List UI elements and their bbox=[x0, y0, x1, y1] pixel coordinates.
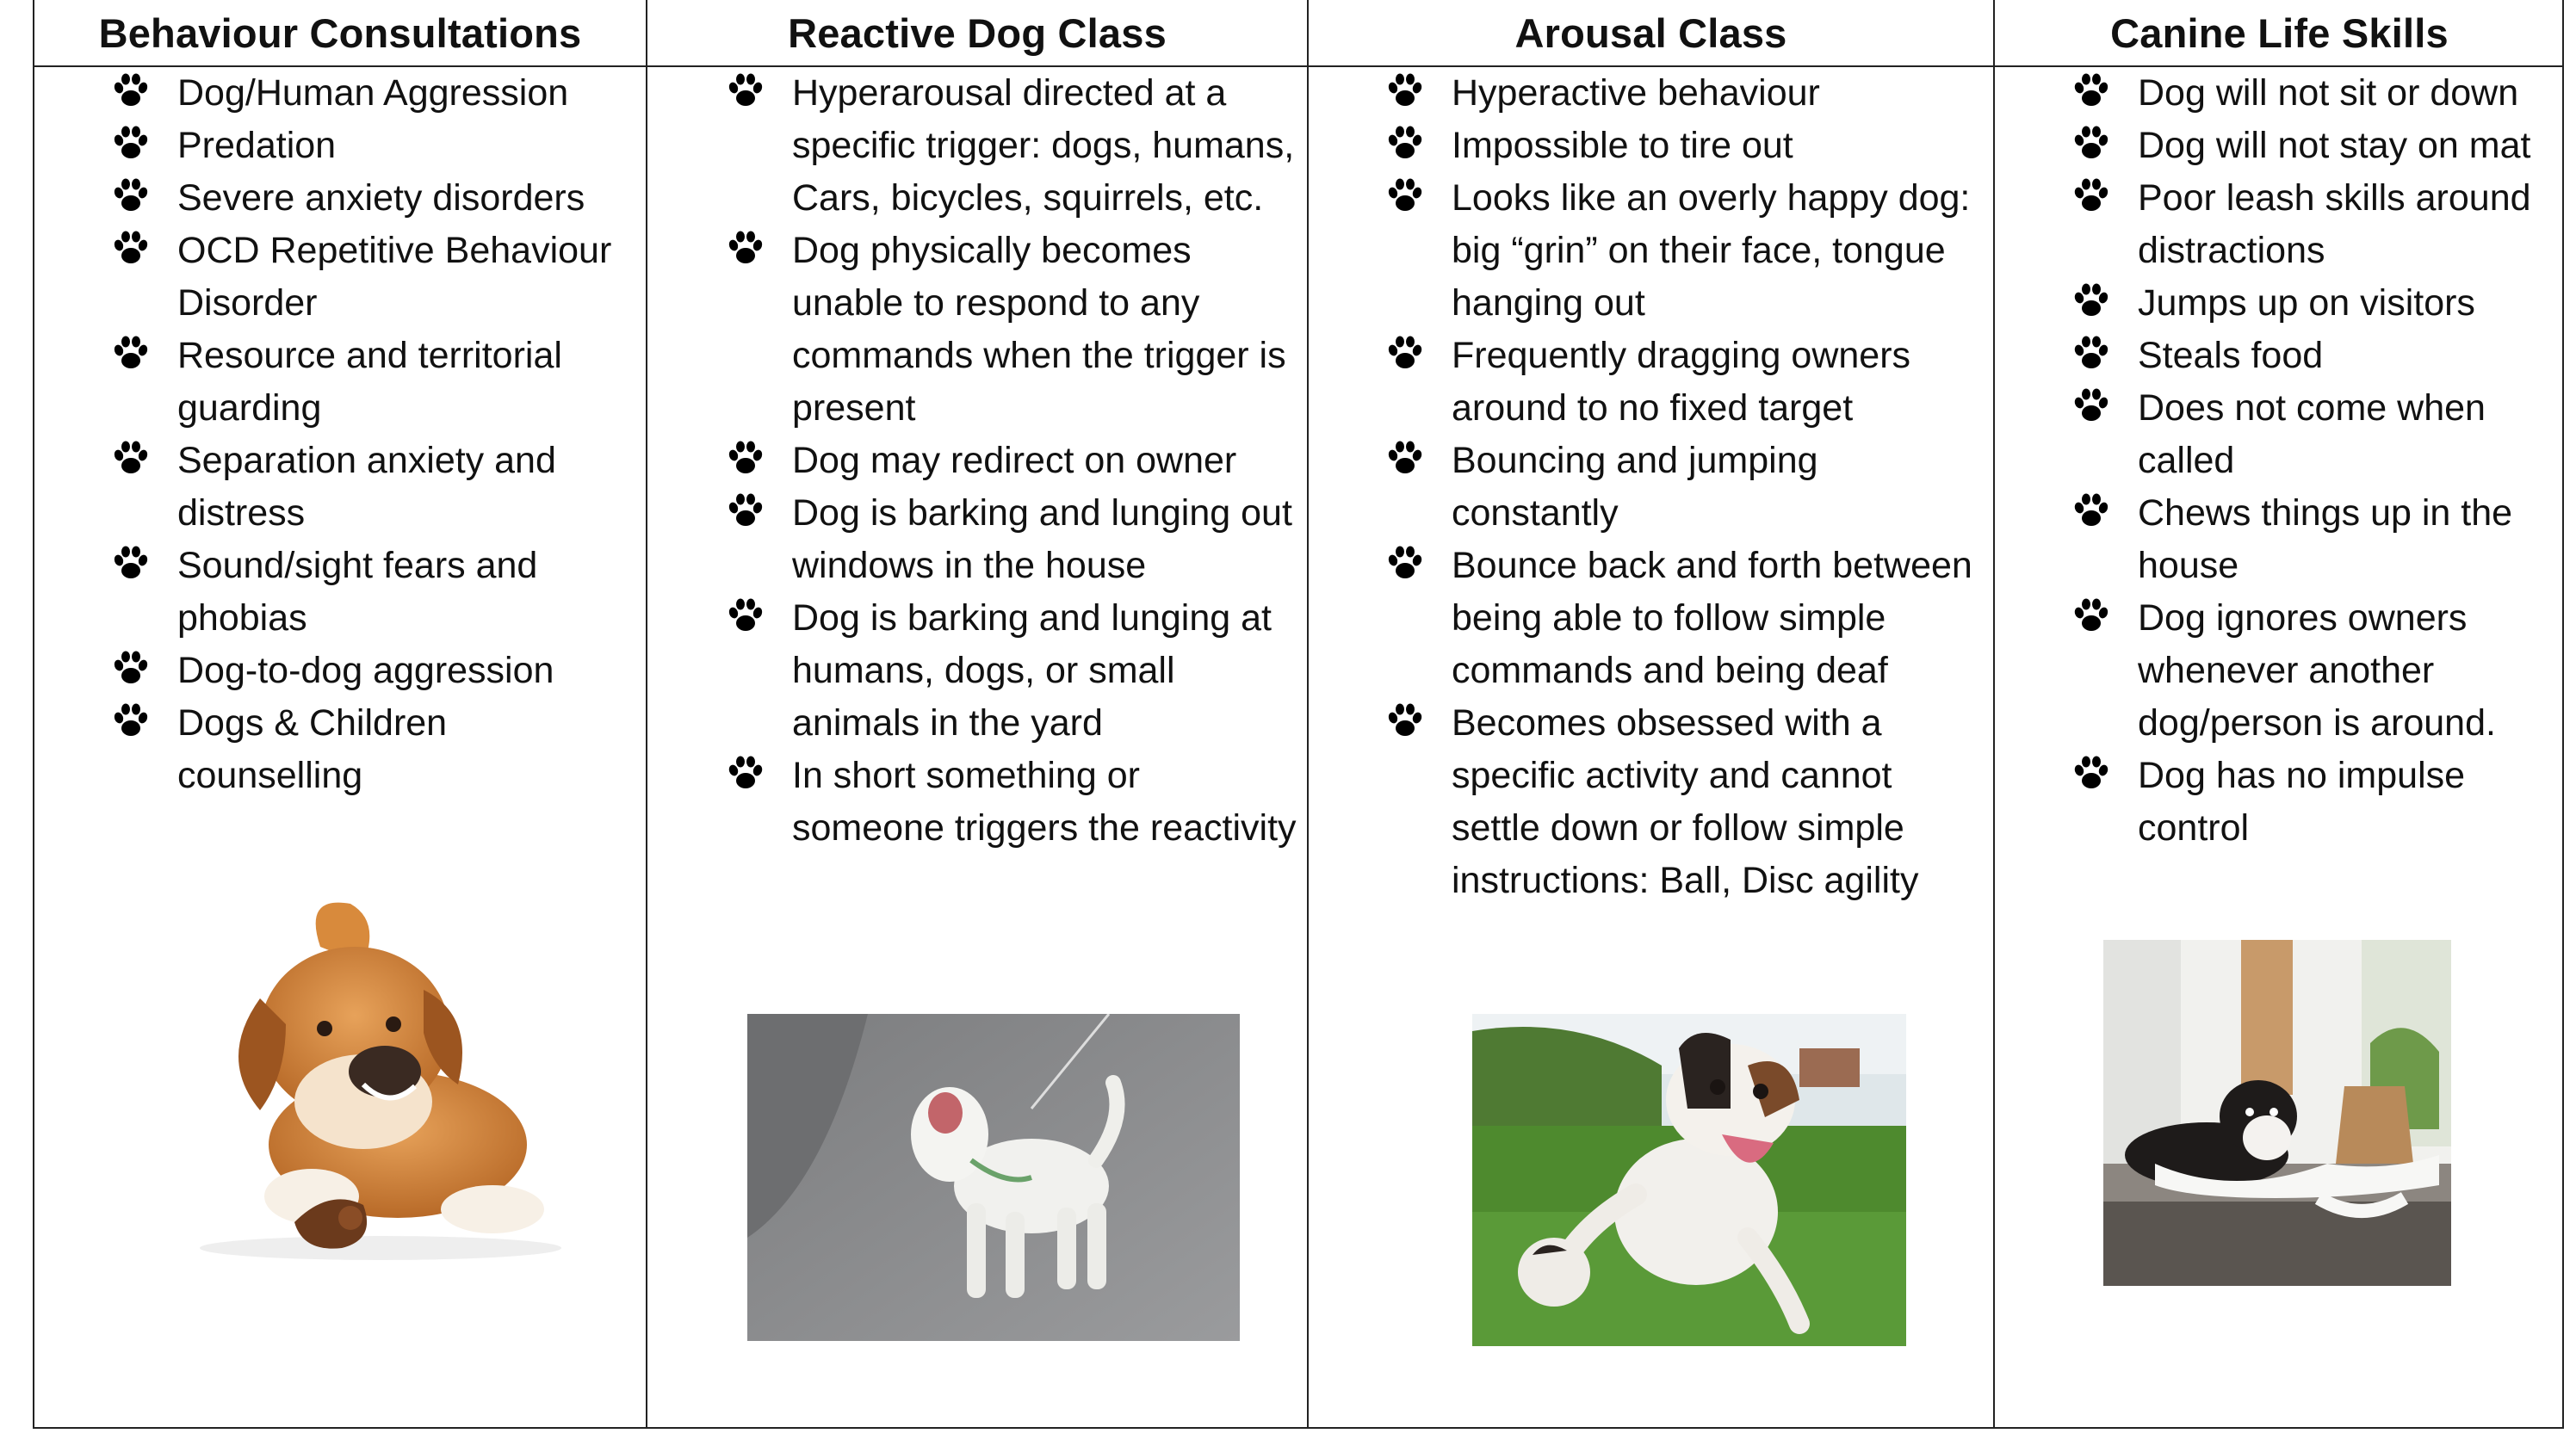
list-item: Dog is barking and lunging out windows in the house bbox=[727, 487, 1298, 592]
list-item: Dog has no impulse control bbox=[2072, 750, 2555, 855]
list-item: Becomes obsessed with a specific activity and cannot settle down or follow simple instructions: Ball, Disc agility bbox=[1386, 697, 1985, 907]
list-item: Dog is barking and lunging at humans, dogs, or small animals in the yard bbox=[727, 592, 1298, 750]
column-arousal-class bbox=[1307, 0, 1993, 1427]
jumping-dog-photo bbox=[1472, 1014, 1906, 1346]
list-item: Separation anxiety and distress bbox=[112, 435, 637, 540]
paw-print-icon bbox=[727, 491, 765, 529]
column-canine-life-skills bbox=[1993, 0, 2564, 1427]
column-heading: Arousal Class bbox=[1309, 0, 1993, 67]
list-item: Sound/sight fears and phobias bbox=[112, 540, 637, 645]
column-heading: Behaviour Consultations bbox=[34, 0, 646, 67]
list-item: Dog-to-dog aggression bbox=[112, 645, 637, 697]
list-item: Dog will not stay on mat bbox=[2072, 120, 2555, 172]
list-item: Impossible to tire out bbox=[1386, 120, 1985, 172]
list-item: Frequently dragging owners around to no fixed target bbox=[1386, 330, 1985, 435]
list-item: Dog/Human Aggression bbox=[112, 67, 637, 120]
paw-print-icon bbox=[112, 71, 150, 109]
paw-print-icon bbox=[1386, 124, 1424, 162]
list-item: Steals food bbox=[2072, 330, 2555, 382]
list-item: Dog will not sit or down bbox=[2072, 67, 2555, 120]
paw-print-icon bbox=[112, 229, 150, 267]
barking-leashed-dog-photo bbox=[747, 1014, 1240, 1341]
paw-print-icon bbox=[2072, 71, 2110, 109]
list-item: Looks like an overly happy dog: big “grin” on their face, tongue hanging out bbox=[1386, 172, 1985, 330]
list-item: Jumps up on visitors bbox=[2072, 277, 2555, 330]
paw-print-icon bbox=[2072, 334, 2110, 372]
list-item: Bounce back and forth between being able to follow simple commands and being deaf bbox=[1386, 540, 1985, 697]
dog-with-toilet-paper-photo bbox=[2103, 940, 2451, 1286]
list-item: Chews things up in the house bbox=[2072, 487, 2555, 592]
list-item: Hyperarousal directed at a specific trigger: dogs, humans, Cars, bicycles, squirrels, etc. bbox=[727, 67, 1298, 225]
item-list bbox=[1386, 67, 1985, 907]
paw-print-icon bbox=[1386, 71, 1424, 109]
column-reactive-dog-class bbox=[646, 0, 1307, 1427]
paw-print-icon bbox=[727, 71, 765, 109]
paw-print-icon bbox=[1386, 334, 1424, 372]
paw-print-icon bbox=[112, 124, 150, 162]
list-item: Dog may redirect on owner bbox=[727, 435, 1298, 487]
list-item: Dogs & Children counselling bbox=[112, 697, 637, 802]
list-item: Dog ignores owners whenever another dog/person is around. bbox=[2072, 592, 2555, 750]
paw-print-icon bbox=[727, 596, 765, 634]
paw-print-icon bbox=[2072, 596, 2110, 634]
column-behaviour-consultations bbox=[34, 0, 646, 1427]
paw-print-icon bbox=[727, 754, 765, 792]
list-item: In short something or someone triggers the reactivity bbox=[727, 750, 1298, 855]
paw-print-icon bbox=[112, 176, 150, 214]
paw-print-icon bbox=[2072, 281, 2110, 319]
list-item: Resource and territorial guarding bbox=[112, 330, 637, 435]
paw-print-icon bbox=[2072, 124, 2110, 162]
list-item: Does not come when called bbox=[2072, 382, 2555, 487]
paw-print-icon bbox=[2072, 754, 2110, 792]
list-item: Predation bbox=[112, 120, 637, 172]
list-item: OCD Repetitive Behaviour Disorder bbox=[112, 225, 637, 330]
paw-print-icon bbox=[1386, 439, 1424, 477]
services-table bbox=[33, 0, 2564, 1429]
item-list bbox=[112, 67, 637, 802]
list-item: Poor leash skills around distractions bbox=[2072, 172, 2555, 277]
list-item: Severe anxiety disorders bbox=[112, 172, 637, 225]
paw-print-icon bbox=[2072, 491, 2110, 529]
paw-print-icon bbox=[112, 439, 150, 477]
paw-print-icon bbox=[1386, 176, 1424, 214]
paw-print-icon bbox=[112, 544, 150, 582]
list-item: Dog physically becomes unable to respond to any commands when the trigger is present bbox=[727, 225, 1298, 435]
paw-print-icon bbox=[112, 334, 150, 372]
chewing-dog-photo bbox=[165, 887, 579, 1265]
paw-print-icon bbox=[727, 439, 765, 477]
item-list bbox=[727, 67, 1298, 855]
paw-print-icon bbox=[1386, 544, 1424, 582]
column-heading: Canine Life Skills bbox=[1995, 0, 2564, 67]
paw-print-icon bbox=[2072, 176, 2110, 214]
list-item: Bouncing and jumping constantly bbox=[1386, 435, 1985, 540]
list-item: Hyperactive behaviour bbox=[1386, 67, 1985, 120]
item-list bbox=[2072, 67, 2555, 855]
paw-print-icon bbox=[727, 229, 765, 267]
paw-print-icon bbox=[112, 649, 150, 687]
paw-print-icon bbox=[2072, 386, 2110, 424]
paw-print-icon bbox=[1386, 701, 1424, 739]
column-heading: Reactive Dog Class bbox=[647, 0, 1307, 67]
paw-print-icon bbox=[112, 701, 150, 739]
